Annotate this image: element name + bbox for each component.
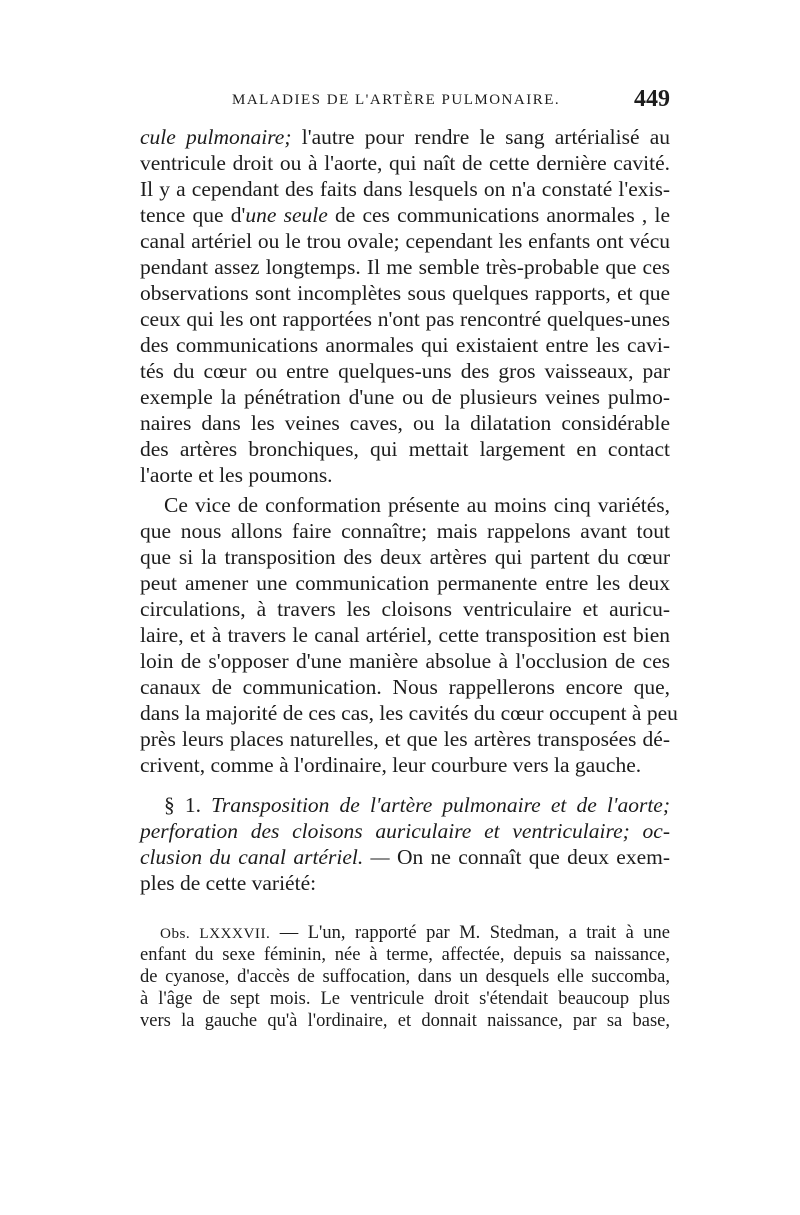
text-span: l'autre pour rendre le sang artérialisé au	[301, 125, 671, 149]
text-line	[140, 124, 670, 150]
text-line: l'aorte et les poumons.	[140, 463, 333, 487]
text-line: Ce vice de conformation présente au moins cinq variétés,	[164, 493, 670, 517]
section-heading-line	[140, 792, 670, 818]
observation-line: enfant du sexe féminin, née à terme, affectée, depuis sa naissance,	[140, 945, 670, 965]
text-line: loin de s'opposer d'une manière absolue à l'occlusion de ces	[140, 649, 670, 673]
text-line: observations sont incomplètes sous quelques rapports, et que	[140, 281, 670, 305]
section-heading-line	[140, 818, 670, 844]
text-line: exemple la pénétration d'une ou de plusieurs veines pulmo-	[140, 385, 670, 409]
text-line: pendant assez longtemps. Il me semble très-probable que ces	[140, 255, 670, 279]
text-line: circulations, à travers les cloisons ventriculaire et auricu-	[140, 597, 670, 621]
italic-term: une seule	[245, 203, 328, 227]
text-line: ples de cette variété:	[140, 871, 317, 895]
text-line: canal artériel ou le trou ovale; cependant les enfants ont vécu	[140, 229, 670, 253]
page-number: 449	[634, 86, 670, 112]
text-line	[140, 202, 670, 228]
running-head	[140, 88, 670, 118]
text-span: de ces communications anormales , le	[327, 203, 670, 227]
observation-line	[140, 922, 670, 945]
section-title: Transposition de l'artère pulmonaire et de l'aorte;	[211, 793, 670, 817]
text-line: que nous allons faire connaître; mais rappelons avant tout	[140, 519, 670, 543]
text-line: canaux de communication. Nous rappellerons encore que,	[140, 675, 670, 699]
text-line: crivent, comme à l'ordinaire, leur courbure vers la gauche.	[140, 753, 642, 777]
text-line: dans la majorité de ces cas, les cavités du cœur occupent à peu	[140, 701, 678, 725]
section-title: clusion du canal artériel. —	[140, 845, 390, 869]
observation-line: vers la gauche qu'à l'ordinaire, et donnait naissance, par sa base,	[140, 1011, 670, 1031]
text-line: peut amener une communication permanente entre les deux	[140, 571, 670, 595]
text-span: — L'un, rapporté par M. Stedman, a trait à une	[270, 923, 670, 943]
section-heading-line	[140, 844, 670, 870]
observation-line: à l'âge de sept mois. Le ventricule droit s'étendait beaucoup plus	[140, 989, 670, 1009]
section-title: perforation des cloisons auriculaire et ventriculaire; oc-	[140, 819, 670, 843]
text-line: Il y a cependant des faits dans lesquels on n'a constaté l'exis-	[140, 177, 670, 201]
text-line: que si la transposition des deux artères qui partent du cœur	[140, 545, 670, 569]
text-line: ceux qui les ont rapportées n'ont pas rencontré quelques-unes	[140, 307, 670, 331]
observation-line: de cyanose, d'accès de suffocation, dans un desquels elle succomba,	[140, 967, 670, 987]
text-line: naires dans les veines caves, ou la dilatation considérable	[140, 411, 670, 435]
text-line: tés du cœur ou entre quelques-uns des gros vaisseaux, par	[140, 359, 670, 383]
section-number: § 1.	[164, 793, 201, 817]
text-span: tence que d'	[140, 203, 246, 227]
text-span: On ne connaît que deux exem-	[389, 845, 671, 869]
text-line: près leurs places naturelles, et que les artères transposées dé-	[140, 727, 670, 751]
text-line: laire, et à travers le canal artériel, cette transposition est bien	[140, 623, 670, 647]
text-line: des communications anormales qui existaient entre les cavi-	[140, 333, 670, 357]
italic-term: cule pulmonaire;	[140, 125, 292, 149]
observation-label: Obs. LXXXVII.	[160, 925, 271, 942]
text-line: ventricule droit ou à l'aorte, qui naît de cette dernière cavité.	[140, 151, 670, 175]
running-title: MALADIES DE L'ARTÈRE PULMONAIRE.	[232, 92, 561, 108]
text-line: des artères bronchiques, qui mettait largement en contact	[140, 437, 670, 461]
